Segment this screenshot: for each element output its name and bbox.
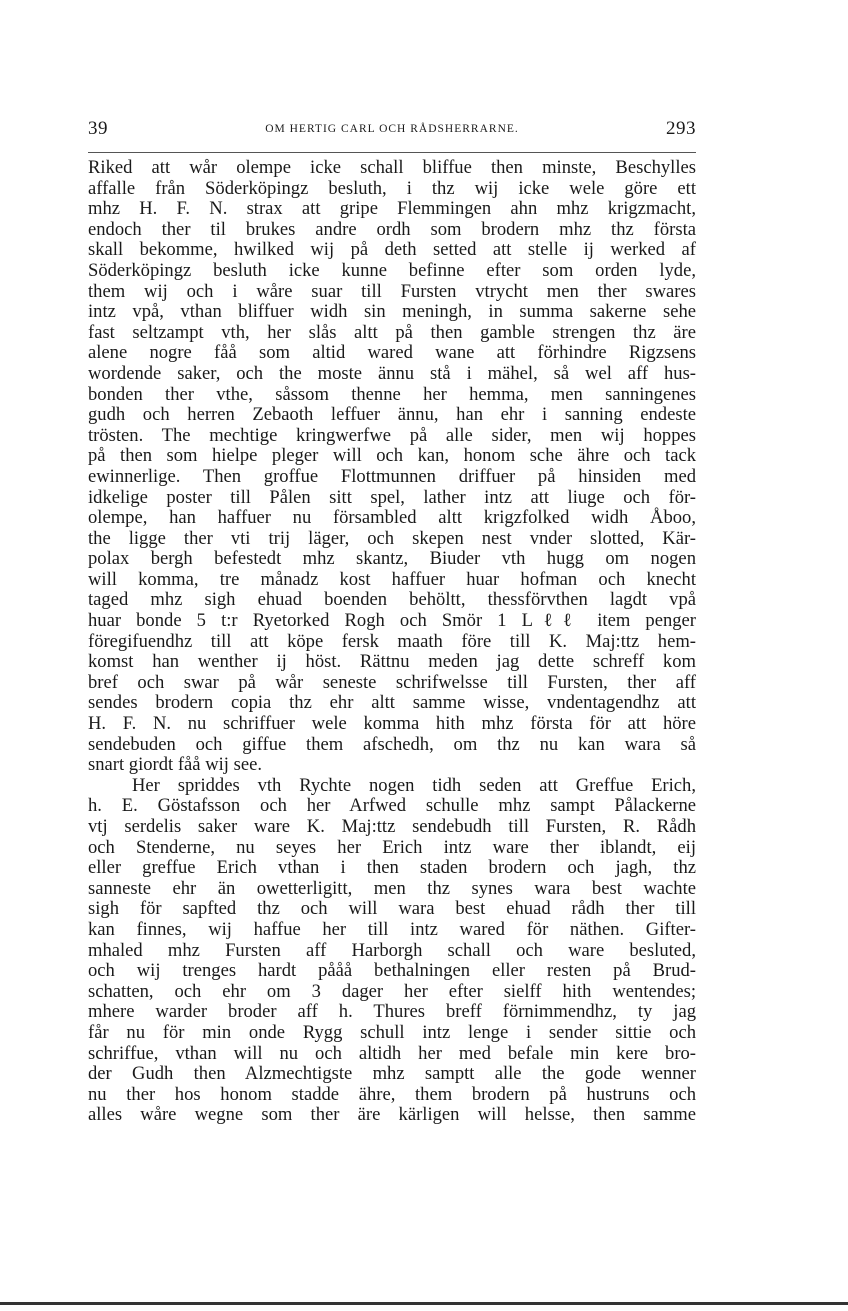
text-line: the ligge ther vti trij läger, och skepen nest vnder slotted, Kär- (88, 527, 696, 549)
paragraph-2 (88, 776, 696, 1126)
text-line: sanneste ehr än owetterligitt, men thz synes wara best wachte (88, 877, 696, 899)
text-line: sigh för sapfted thz och will wara best ehuad rådh ther till (88, 898, 696, 920)
text-line: them wij och i wåre suar till Fursten vtrycht men ther swares (88, 280, 696, 302)
text-line: alene nogre fåå som altid wared wane att förhindre Rigzsens (88, 342, 696, 364)
text-line: schatten, och ehr om 3 dager her efter sielff hith wentendes; (88, 980, 696, 1002)
text-line: sendebuden och giffue them afschedh, om thz nu kan wara så (88, 733, 696, 755)
text-line: Her spriddes vth Rychte nogen tidh seden att Greffue Erich, (132, 774, 696, 796)
text-line: föregifuendhz till att köpe fersk maath före till K. Maj:ttz hem- (88, 630, 696, 652)
text-line: bref och swar på wår seneste schrifwelsse till Fursten, ther aff (88, 671, 696, 693)
text-line: intz vpå, vthan bliffuer widh sin meningh, in summa sakerne sehe (88, 301, 696, 323)
text-line: snart giordt fåå wij see. (88, 754, 262, 776)
text-line: h. E. Göstafsson och her Arfwed schulle mhz sampt Pålackerne (88, 795, 696, 817)
text-line: fast seltzampt vth, her slås altt på then gamble strengen thz äre (88, 321, 696, 343)
text-line: huar bonde 5 t:r Ryetorked Rogh och Smör 1 Lℓℓ item penger (88, 610, 696, 632)
text-line: och wij trenges hardt pååå bethalningen eller resten på Brud- (88, 960, 696, 982)
text-line: på then som hielpe pleger will och kan, honom sche ähre och tack (88, 445, 696, 467)
text-line: ewinnerlige. Then groffue Flottmunnen driffuer på hinsiden med (88, 465, 696, 487)
text-line: olempe, han haffuer nu försambled altt krigzfolked widh Åboo, (88, 507, 696, 529)
text-line: idkelige poster till Pålen sitt spel, lather intz att liuge och för- (88, 486, 696, 508)
text-line: nu ther hos honom stadde ähre, them brodern på hustruns och (88, 1083, 696, 1105)
text-line: schriffue, vthan will nu och altidh her med befale min kere bro- (88, 1042, 696, 1064)
text-line: komst han wenther ij höst. Rättnu meden jag dette schreff kom (88, 651, 696, 673)
text-line: får nu för min onde Rygg schull intz lenge i sender sittie och (88, 1021, 696, 1043)
page-header (88, 118, 696, 142)
paragraph-1 (88, 158, 696, 776)
text-line: taged mhz sigh ehuad boenden behöltt, thessförvthen lagdt vpå (88, 589, 696, 611)
page-number: 293 (666, 118, 696, 139)
header-rule (88, 152, 696, 153)
text-line: H. F. N. nu schriffuer wele komma hith mhz första för att höre (88, 713, 696, 735)
text-line: bonden ther vthe, såssom thenne her hemma, men sanningenes (88, 383, 696, 405)
text-line: och Stenderne, nu seyes her Erich intz ware ther iblandt, eij (88, 836, 696, 858)
text-line: wordende saker, och the moste ännu stå i mähel, så wel aff hus- (88, 362, 696, 384)
text-line: Riked att wår olempe icke schall bliffue then minste, Beschylles (88, 157, 696, 178)
text-line: kan finnes, wij haffue her till intz wared för näthen. Gifter- (88, 918, 696, 940)
text-line: will komma, tre månadz kost haffuer huar hofman och knecht (88, 568, 696, 590)
running-title: OM HERTIG CARL OCH RÅDSHERRARNE. (265, 123, 519, 135)
text-line: endoch ther til brukes andre ordh som brodern mhz thz första (88, 218, 696, 240)
text-line: sendes brodern copia thz ehr altt samme wisse, vndentagendhz att (88, 692, 696, 714)
text-line: eller greffue Erich vthan i then staden brodern och jagh, thz (88, 857, 696, 879)
text-line: affalle från Söderköpingz besluth, i thz wij icke wele göre ett (88, 177, 696, 199)
body-text (88, 158, 696, 1126)
text-line: mhaled mhz Fursten aff Harborgh schall och ware besluted, (88, 939, 696, 961)
text-line: polax bergh befestedt mhz skantz, Biuder vth hugg om nogen (88, 548, 696, 570)
text-line: gudh och herren Zebaoth leffuer ännu, han ehr i sanning endeste (88, 404, 696, 426)
text-line: der Gudh then Alzmechtigste mhz samptt alle the gode wenner (88, 1063, 696, 1085)
text-line: mhere warder broder aff h. Thures breff förnimmendhz, ty jag (88, 1001, 696, 1023)
text-line: alles wåre wegne som ther äre kärligen will helsse, then samme (88, 1104, 696, 1126)
text-line: vtj serdelis saker ware K. Maj:ttz sendebudh till Fursten, R. Rådh (88, 816, 696, 837)
text-line: trösten. The mechtige kringwerfwe på alle sider, men wij hoppes (88, 424, 696, 446)
signature-mark: 39 (88, 118, 108, 139)
scan-edge (0, 1302, 848, 1305)
text-line: Söderköpingz besluth icke kunne befinne efter som orden lyde, (88, 259, 696, 281)
text-line: skall bekomme, hwilked wij på deth setted att stelle ij werked af (88, 239, 696, 261)
text-line: mhz H. F. N. strax att gripe Flemmingen ahn mhz krigzmacht, (88, 198, 696, 220)
